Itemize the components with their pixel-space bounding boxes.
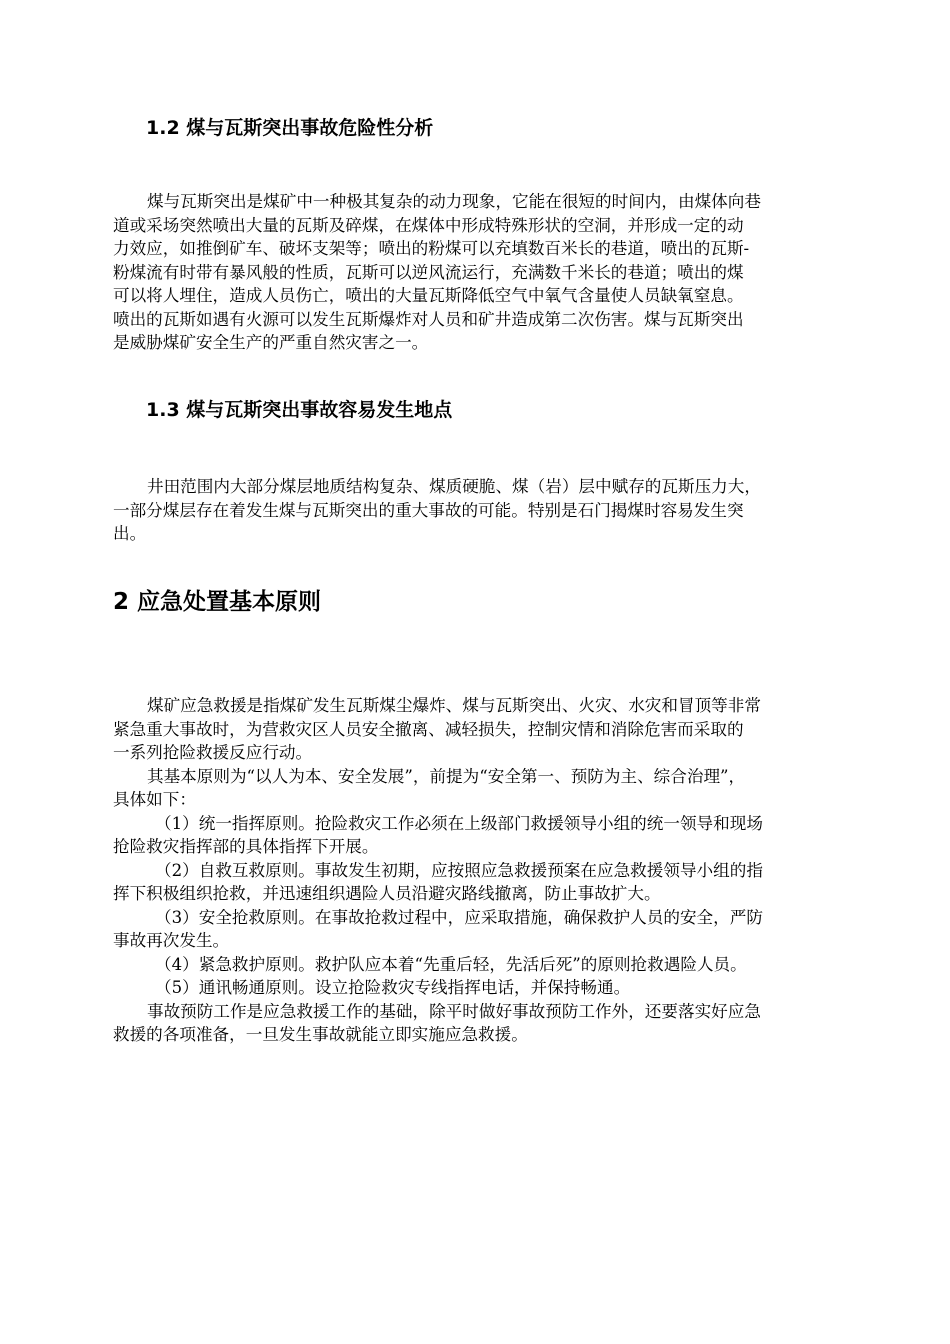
paragraph-line: 抢险救灾指挥部的具体指挥下开展。 [113, 837, 379, 856]
paragraph-line: 一系列抢险救援反应行动。 [113, 743, 313, 762]
principle-item-2: （2）自救互救原则。事故发生初期，应按照应急救援预案在应急救援领导小组的指 [155, 860, 763, 880]
section-heading-1-2: 1.2 煤与瓦斯突出事故危险性分析 [146, 117, 434, 139]
paragraph-outburst-locations [113, 475, 863, 546]
paragraph-line: 事故预防工作是应急救援工作的基础，除平时做好事故预防工作外，还要落实好应急 [147, 1001, 761, 1021]
paragraph-line: 道或采场突然喷出大量的瓦斯及碎煤，在煤体中形成特殊形状的空洞，并形成一定的动 [113, 215, 744, 235]
principle-item-1: （1）统一指挥原则。抢险救灾工作必须在上级部门救援领导小组的统一领导和现场 [155, 813, 763, 833]
paragraph-line: 一部分煤层存在着发生煤与瓦斯突出的重大事故的可能。特别是石门揭煤时容易发生突 [113, 500, 744, 520]
paragraph-line: 喷出的瓦斯如遇有火源可以发生瓦斯爆炸对人员和矿井造成第二次伤害。煤与瓦斯突出 [113, 309, 744, 329]
paragraph-line: 事故再次发生。 [113, 931, 230, 950]
principle-item-5: （5）通讯畅通原则。设立抢险救灾专线指挥电话，并保持畅通。 [155, 978, 631, 997]
paragraph-line: 紧急重大事故时，为营救灾区人员安全撤离、减轻损失，控制灾情和消除危害而采取的 [113, 719, 744, 739]
paragraph-line: 煤矿应急救援是指煤矿发生瓦斯煤尘爆炸、煤与瓦斯突出、火灾、水灾和冒顶等非常 [147, 696, 761, 715]
paragraph-outburst-hazard [113, 190, 863, 355]
principle-item-3: （3）安全抢救原则。在事故抢救过程中，应采取措施，确保救护人员的安全，严防 [155, 907, 763, 927]
paragraph-line: 是威胁煤矿安全生产的严重自然灾害之一。 [113, 333, 429, 352]
paragraph-line: 挥下积极组织抢救，并迅速组织遇险人员沿避灾路线撤离，防止事故扩大。 [113, 884, 661, 903]
section-heading-2: 2 应急处置基本原则 [113, 589, 322, 615]
paragraph-line: 力效应，如推倒矿车、破坏支架等；喷出的粉煤可以充填数百米长的巷道，喷出的瓦斯- [113, 239, 750, 258]
paragraph-line: 井田范围内大部分煤层地质结构复杂、煤质硬脆、煤（岩）层中赋存的瓦斯压力大， [147, 477, 761, 496]
section-heading-1-3: 1.3 煤与瓦斯突出事故容易发生地点 [146, 399, 453, 421]
paragraph-line: 可以将人埋住，造成人员伤亡，喷出的大量瓦斯降低空气中氧气含量使人员缺氧窒息。 [113, 286, 744, 305]
paragraph-line: 具体如下： [113, 790, 196, 809]
paragraph-line: 煤与瓦斯突出是煤矿中一种极其复杂的动力现象，它能在很短的时间内，由煤体向巷 [147, 192, 761, 211]
paragraph-line: 救援的各项准备，一旦发生事故就能立即实施应急救援。 [113, 1025, 528, 1044]
paragraph-line: 出。 [113, 524, 147, 543]
paragraph-emergency-principles [113, 694, 863, 1047]
paragraph-line: 粉煤流有时带有暴风般的性质，瓦斯可以逆风流运行，充满数千米长的巷道；喷出的煤 [113, 262, 744, 282]
paragraph-line: 其基本原则为“以人为本、安全发展”，前提为“安全第一、预防为主、综合治理”， [147, 766, 746, 786]
principle-item-4: （4）紧急救护原则。救护队应本着“先重后轻，先活后死”的原则抢救遇险人员。 [155, 954, 747, 974]
